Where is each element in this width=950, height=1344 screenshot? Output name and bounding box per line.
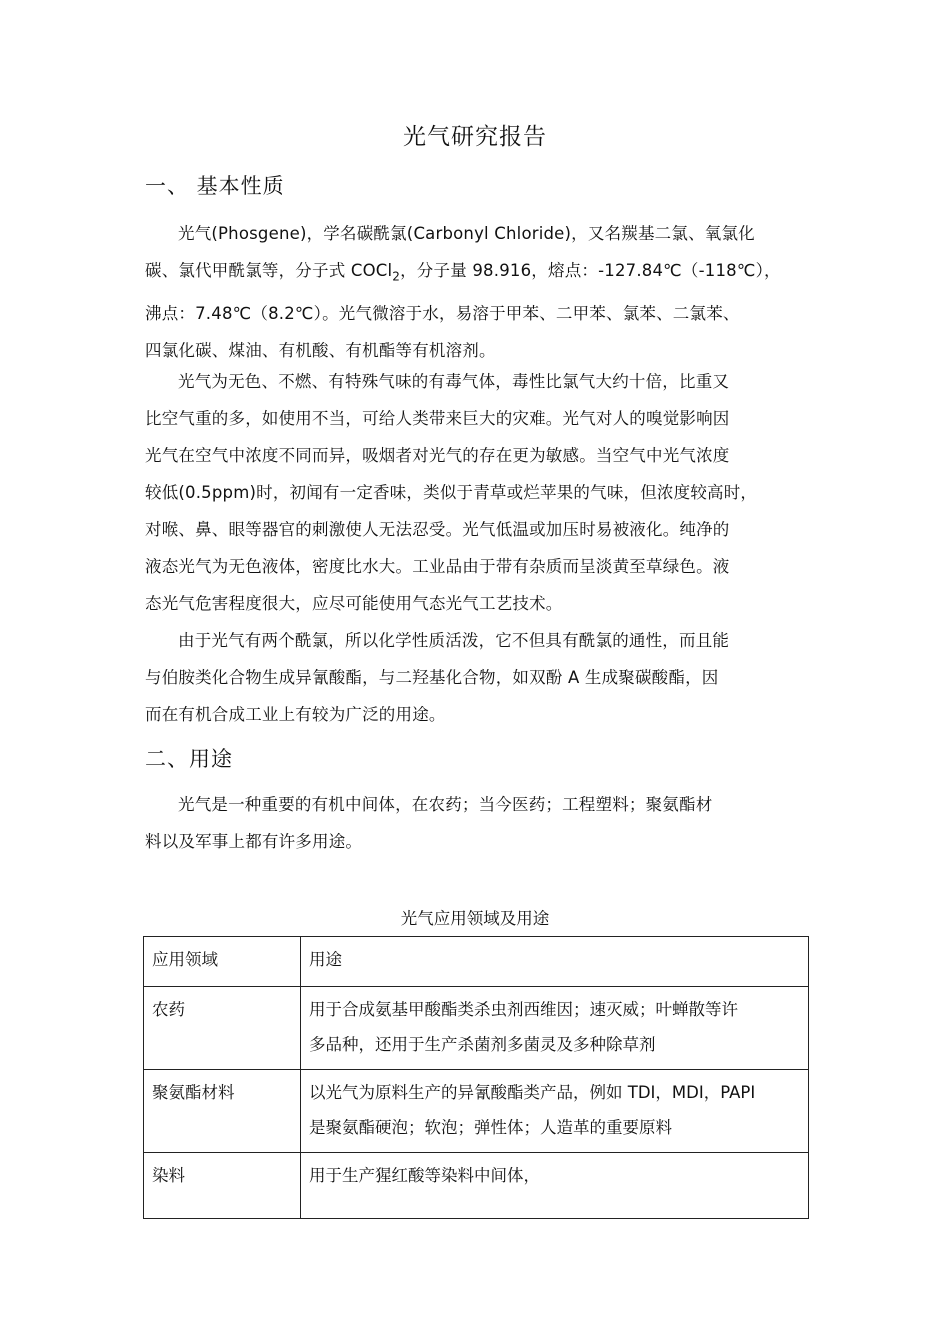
cell-use (301, 987, 809, 1070)
text-fragment: 碳、氯代甲酰氯等，分子式 COCl (145, 261, 393, 280)
cell-line: 用于生产猩红酸等染料中间体， (309, 1166, 540, 1185)
text-line: 对喉、鼻、眼等器官的刺激使人无法忍受。光气低温或加压时易被液化。纯净的 (145, 520, 730, 539)
text-line: 由于光气有两个酰氯，所以化学性质活泼，它不但具有酰氯的通性，而且能 (178, 631, 730, 650)
section-heading-uses: 二、用途 (145, 747, 233, 771)
cell-use (301, 1070, 809, 1153)
section-heading-basic-properties: 一、 基本性质 (145, 174, 285, 198)
text-line: 较低(0.5ppm)时，初闻有一定香味，类似于青草或烂苹果的气味，但浓度较高时， (145, 483, 758, 502)
text-line: 光气为无色、不燃、有特殊气味的有毒气体，毒性比氯气大约十倍，比重又 (178, 372, 730, 391)
table-row (144, 987, 809, 1070)
text-line: 四氯化碳、煤油、有机酸、有机酯等有机溶剂。 (145, 341, 496, 361)
text-line: 比空气重的多，如使用不当，可给人类带来巨大的灾难。光气对人的嗅觉影响因 (145, 409, 730, 428)
header-cell-use: 用途 (301, 937, 809, 987)
cell-field: 农药 (144, 987, 301, 1070)
applications-table (143, 936, 809, 1219)
text-line: 光气(Phosgene)，学名碳酰氯(Carbonyl Chloride)，又名羰基二氯、氧氯化 (178, 224, 755, 243)
text-line: 与伯胺类化合物生成异氰酸酯，与二羟基化合物，如双酚 A 生成聚碳酸酯，因 (145, 668, 719, 687)
header-cell-field: 应用领域 (144, 937, 301, 987)
cell-line: 以光气为原料生产的异氰酸酯类产品，例如 TDI，MDI，PAPI (309, 1083, 756, 1102)
paragraph-uses (145, 786, 809, 860)
text-line: 光气在空气中浓度不同而异，吸烟者对光气的存在更为敏感。当空气中光气浓度 (145, 446, 730, 465)
table-caption: 光气应用领域及用途 (400, 909, 550, 928)
paragraph-toxicity (145, 363, 809, 622)
text-line: 沸点：7.48℃（8.2℃）。光气微溶于水，易溶于甲苯、二甲苯、氯苯、二氯苯、 (145, 304, 740, 324)
table-row (144, 1153, 809, 1219)
cell-line: 用于合成氨基甲酸酯类杀虫剂西维因；速灭威；叶蝉散等许 (309, 1000, 738, 1019)
text-line (145, 252, 809, 295)
document-title: 光气研究报告 (403, 124, 547, 150)
text-line: 而在有机合成工业上有较为广泛的用途。 (145, 705, 446, 724)
text-fragment: ，分子量 98.916，熔点：-127.84℃（-118℃）， (400, 261, 781, 280)
subscript: 2 (392, 269, 401, 284)
table-header-row (144, 937, 809, 987)
cell-field: 聚氨酯材料 (144, 1070, 301, 1153)
cell-field: 染料 (144, 1153, 301, 1219)
paragraph-basic-info (145, 215, 809, 369)
cell-use (301, 1153, 809, 1219)
text-line: 液态光气为无色液体，密度比水大。工业品由于带有杂质而呈淡黄至草绿色。液 (145, 557, 730, 576)
cell-line: 多品种，还用于生产杀菌剂多菌灵及多种除草剂 (309, 1035, 656, 1054)
cell-line: 是聚氨酯硬泡；软泡；弹性体；人造革的重要原料 (309, 1118, 672, 1137)
text-line: 光气是一种重要的有机中间体，在农药；当今医药；工程塑料；聚氨酯材 (178, 795, 713, 814)
table-row (144, 1070, 809, 1153)
paragraph-chemical-properties (145, 622, 809, 733)
text-line: 态光气危害程度很大，应尽可能使用气态光气工艺技术。 (145, 594, 563, 613)
text-line: 料以及军事上都有许多用途。 (145, 832, 363, 851)
